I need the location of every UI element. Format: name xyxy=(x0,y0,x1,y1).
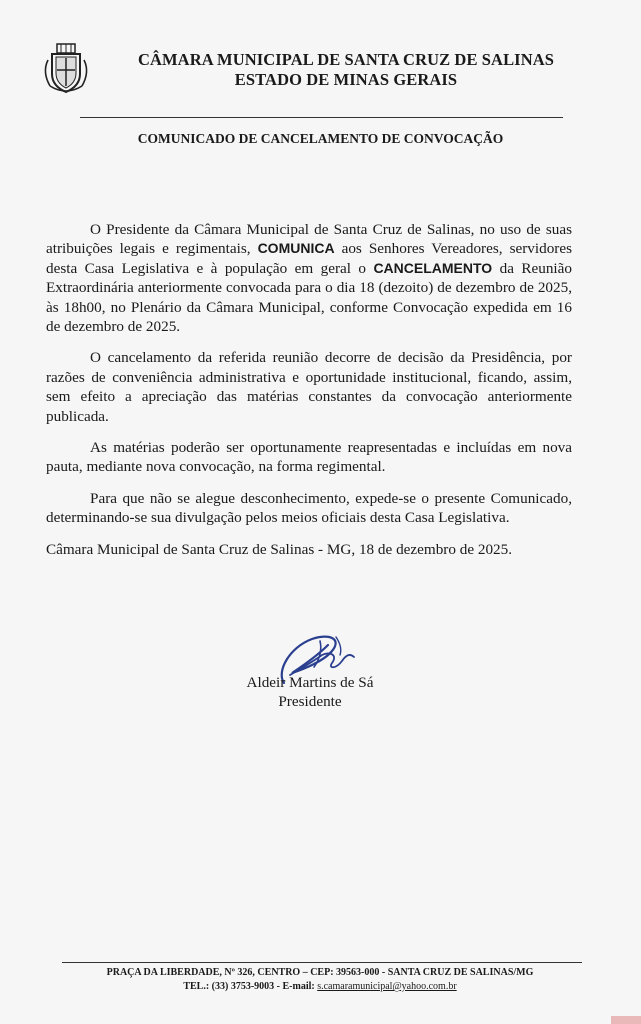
footer-email-link[interactable]: s.camaramunicipal@yahoo.com.br xyxy=(317,981,457,992)
footer-divider xyxy=(62,962,582,963)
paragraph-1-text-a: O Presidente da Câmara Municipal de Santa Cruz de Salinas, no uso de suas atribuições legais e regimentais, xyxy=(46,221,572,258)
document-body xyxy=(46,220,572,571)
footer-phone: TEL.: (33) 3753-9003 - E-mail: xyxy=(183,981,318,992)
signer-role: Presidente xyxy=(278,693,342,710)
paragraph-1-emphasis-comunica: COMUNICA xyxy=(257,240,335,257)
paragraph-1-text-c: aos Senhores Vereadores, servidores desta Casa Legislativa e à população em geral o xyxy=(46,240,572,277)
footer-address: PRAÇA DA LIBERDADE, Nº 326, CENTRO – CEP: 39563-000 - SANTA CRUZ DE SALINAS/MG xyxy=(106,967,534,978)
signer-block xyxy=(220,673,400,711)
paragraph-4: Para que não se alegue desconhecimento, expede-se o presente Comunicado, determinando-se sua divulgação pelos meios oficiais desta Casa Legislativa. xyxy=(46,489,572,527)
letterhead xyxy=(96,50,596,90)
letterhead-line1: CÂMARA MUNICIPAL DE SANTA CRUZ DE SALINAS xyxy=(137,50,555,69)
paragraph-1-emphasis-cancelamento: CANCELAMENTO xyxy=(373,259,493,276)
paragraph-1 xyxy=(46,220,572,336)
header-divider xyxy=(80,117,563,118)
letterhead-line2: ESTADO DE MINAS GERAIS xyxy=(234,70,458,89)
corner-mark xyxy=(611,1016,641,1024)
place-and-date: Câmara Municipal de Santa Cruz de Salinas - MG, 18 de dezembro de 2025. xyxy=(46,540,513,558)
footer-contact xyxy=(40,980,600,994)
footer xyxy=(40,966,600,994)
paragraph-3: As matérias poderão ser oportunamente reapresentadas e incluídas em nova pauta, mediante nova convocação, na forma regimental. xyxy=(46,439,572,476)
paragraph-1-text-e: da Reunião Extraordinária anteriormente convocada para o dia 18 (dezoito) de dezembro de 2025, às 18h00, no Plenário da Câmara Municipal, conforme Convocação expedida em 16 de dezembro de 2025. xyxy=(46,259,572,336)
municipal-coat-of-arms-icon xyxy=(38,40,94,96)
document-title: COMUNICADO DE CANCELAMENTO DE CONVOCAÇÃO xyxy=(137,131,504,146)
signer-name: Aldeir Martins de Sá xyxy=(246,674,374,691)
paragraph-2: O cancelamento da referida reunião decorre de decisão da Presidência, por razões de conveniência administrativa e oportunidade institucional, ficando, assim, sem efeito a apreciação das matérias constantes da convocação anteriormente publicada. xyxy=(46,349,572,425)
